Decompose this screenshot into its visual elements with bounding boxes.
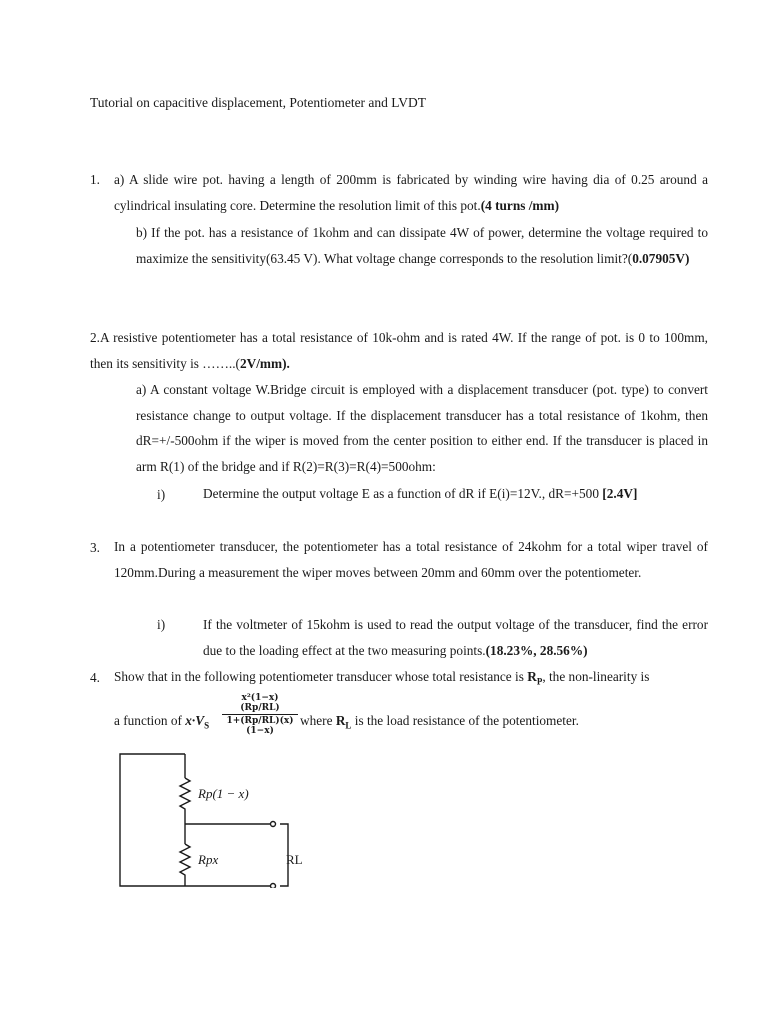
question-1a <box>114 167 708 218</box>
question-4-text-1: Show that in the following potentiometer transducer whose total resistance is <box>114 669 528 684</box>
question-2-text: 2.A resistive potentiometer has a total resistance of 10k-ohm and is rated 4W. If the range of pot. is 0 to 100mm, then its sensitivity is ……..( <box>90 330 708 371</box>
question-2-roman-i: i) <box>157 487 166 502</box>
rp-letter: R <box>527 669 537 684</box>
question-4-line-2-tail <box>300 708 720 739</box>
lower-resistor <box>180 844 190 886</box>
rl-letter: R <box>335 713 346 728</box>
fraction-denominator: 1+(Rp/RL)(x)(1−x) <box>226 716 294 736</box>
question-2-i-text: Determine the output voltage E as a function of dR if E(i)=12V., dR=+500 <box>203 486 603 501</box>
question-3-roman-i: i) <box>157 617 166 632</box>
question-4-text-2: , the non-linearity is <box>542 669 650 684</box>
question-2-i-answer: [2.4V] <box>602 486 638 501</box>
question-2-i <box>203 481 708 507</box>
question-3-number: 3. <box>90 540 100 555</box>
question-1b-answer: 0.07905V) <box>632 250 690 266</box>
potentiometer-circuit-diagram <box>110 748 310 888</box>
rp-subscript: P <box>536 676 543 687</box>
load-resistor-label: RL <box>286 852 303 867</box>
question-4-number: 4. <box>90 670 100 685</box>
fraction-numerator: x²(1−x)(Rp/RL) <box>222 693 298 715</box>
xvs-symbol <box>185 713 210 731</box>
output-terminal-bottom <box>271 884 276 889</box>
lower-resistor-label: Rpx <box>198 852 219 867</box>
question-1a-text: a) A slide wire pot. having a length of 200mm is fabricated by winding wire having dia of 0.25 around a cylindrical insulating core. Determine the resolution limit of this pot. <box>114 172 708 213</box>
question-3-i <box>203 612 708 663</box>
rl-symbol <box>335 713 352 731</box>
question-4-text-3: a function of <box>114 713 186 728</box>
question-3-i-text: If the voltmeter of 15kohm is used to read the output voltage of the transducer, find the error due to the loading effect at the two measuring points. <box>203 617 708 658</box>
xvs-letters: x·V <box>185 713 205 728</box>
formula-fraction <box>222 693 298 736</box>
xvs-subscript: S <box>204 720 210 731</box>
rp-symbol <box>527 669 543 687</box>
rl-subscript: L <box>345 720 352 731</box>
question-4-line-1 <box>114 664 708 695</box>
question-1a-answer: (4 turns /mm) <box>480 197 559 213</box>
question-3-text: In a potentiometer transducer, the potentiometer has a total resistance of 24kohm for a total wiper travel of 120mm.During a measurement the wiper moves between 20mm and 60mm over the potentiometer. <box>114 539 708 580</box>
question-2a: a) A constant voltage W.Bridge circuit is employed with a displacement transducer (pot. type) to convert resistance change to output voltage. If the displacement transducer has a total resistance of 1kohm, then dR=+/-500ohm if the wiper is moved from the center position to either end. If the transducer is placed in arm R(1) of the bridge and if R(2)=R(3)=R(4)=500ohm: <box>136 382 708 474</box>
circuit-outer-wire <box>120 754 185 886</box>
question-4-text-4: where <box>300 713 336 728</box>
upper-resistor <box>180 778 190 824</box>
question-4-text-5: is the load resistance of the potentiometer. <box>351 713 579 728</box>
question-1b <box>136 220 708 271</box>
output-terminal-top <box>271 822 276 827</box>
question-2-answer: 2V/mm). <box>239 355 290 371</box>
question-1b-text: b) If the pot. has a resistance of 1kohm and can dissipate 4W of power, determine the voltage required to maximize the sensitivity(63.45 V). What voltage change corresponds to the resolution limit?( <box>136 225 708 266</box>
question-2 <box>90 325 708 376</box>
question-3-i-answer: (18.23%, 28.56%) <box>485 642 588 658</box>
upper-resistor-label: Rp(1 − x) <box>198 786 249 801</box>
page-title: Tutorial on capacitive displacement, Potentiometer and LVDT <box>90 95 427 110</box>
question-1-number: 1. <box>90 172 100 187</box>
